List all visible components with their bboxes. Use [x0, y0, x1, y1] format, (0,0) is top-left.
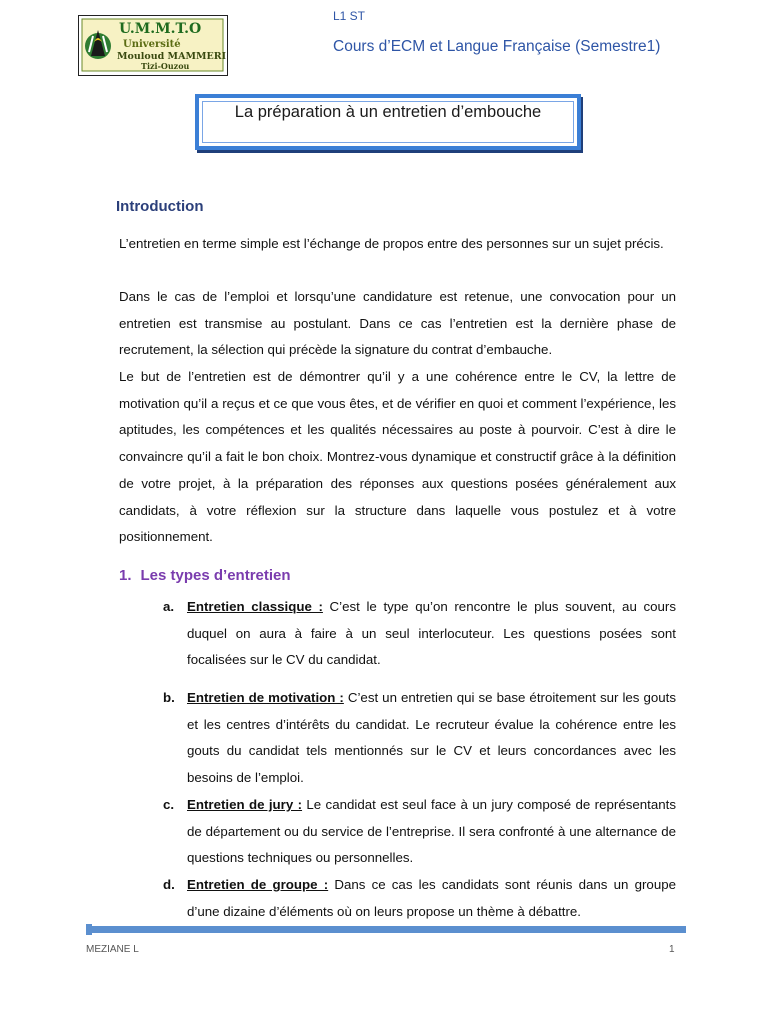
intro-paragraph-1: L’entretien en terme simple est l’échange de propos entre des personnes sur un sujet précis.	[119, 236, 664, 251]
university-seal-icon	[79, 16, 226, 74]
list-item-letter: c.	[163, 797, 175, 812]
intro-paragraph-3: Le but de l’entretien est de démontrer qu’il y a une cohérence entre le CV, la lettre de motivation qu’il a reçus et ce que vous êtes, et de vérifier en quoi et comment l’expérience, les aptitudes, les compétences et les qualités nécessaires au poste à pourvoir. C’est à dire le convaincre qu’il a fait le bon choix. Montrez-vous dynamique et constructif grâce à la définition de votre projet, à la préparation des réponses aux questions posées généralement aux candidats, à votre réflexion sur la structure dans laquelle vous postulez et à votre positionnement.	[119, 369, 676, 545]
list-item-letter: d.	[163, 877, 175, 892]
list-item-term: Entretien de groupe :	[187, 877, 329, 892]
document-title: La préparation à un entretien d’embouche	[234, 103, 542, 121]
list-item-term: Entretien classique :	[187, 599, 323, 614]
list-item	[163, 872, 677, 925]
list-item-text: C’est le type qu’on rencontre le plus souvent, au cours duquel on aura à faire à un seul interlocuteur. Les questions posées sont focalisées sur le CV du candidat.	[187, 599, 676, 668]
section-1-title: Les types d’entretien	[140, 567, 291, 584]
section-1-number: 1.	[119, 567, 132, 584]
footer-author: MEZIANE L	[86, 944, 139, 955]
introduction-heading: Introduction	[116, 198, 204, 215]
list-item	[163, 594, 676, 674]
svg-text:U.M.M.T.O: U.M.M.T.O	[119, 21, 202, 37]
list-item-letter: b.	[163, 690, 175, 705]
university-logo	[78, 15, 228, 76]
document-title-box	[195, 94, 581, 150]
course-title: Cours d’ECM et Langue Française (Semestre1)	[333, 38, 661, 55]
section-1-heading	[119, 567, 291, 584]
svg-text:Université: Université	[123, 39, 181, 50]
svg-text:Mouloud MAMMERI: Mouloud MAMMERI	[117, 51, 226, 62]
intro-paragraph-2: Dans le cas de l’emploi et lorsqu’une candidature est retenue, une convocation pour un entretien est transmise au postulant. Dans ce cas l’entretien est la dernière phase de recrutement, la sélection qui précède la signature du contrat d’embauche.	[119, 289, 676, 358]
list-item-term: Entretien de motivation :	[187, 690, 344, 705]
list-item-term: Entretien de jury :	[187, 797, 303, 812]
svg-text:Tizi-Ouzou: Tizi-Ouzou	[141, 61, 190, 71]
list-item-text: Le candidat est seul face à un jury composé de représentants de département ou du service de l’entreprise. Il sera confronté à une alternance de questions techniques ou personnelles.	[187, 797, 676, 866]
list-item	[163, 792, 676, 872]
list-item-text: Dans ce cas les candidats sont réunis dans un groupe d’une dizaine d’éléments où on leurs propose un thème à débattre.	[187, 877, 677, 919]
footer-divider	[86, 926, 686, 933]
list-item	[163, 685, 676, 792]
list-item-letter: a.	[163, 599, 175, 614]
list-item-text: C’est un entretien qui se base étroitement sur les gouts et les centres d’intérêts du candidat. Le recruteur évalue la cohérence entre les gouts du candidat tels mentionnés sur le CV et leurs concordances avec les besoins de l’emploi.	[187, 690, 676, 786]
level-label: L1 ST	[333, 9, 366, 23]
page-number: 1	[669, 944, 675, 955]
